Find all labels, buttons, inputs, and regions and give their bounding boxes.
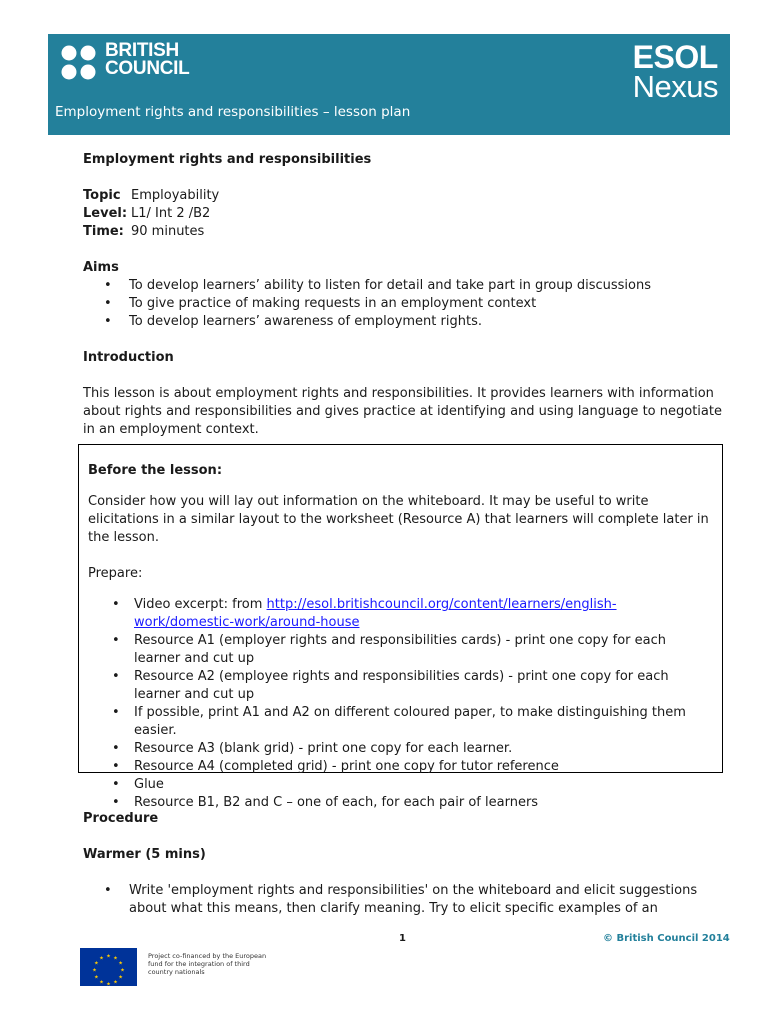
before-lesson-box xyxy=(78,444,723,810)
introduction-heading: Introduction xyxy=(83,350,174,365)
svg-text:★: ★ xyxy=(99,979,104,986)
svg-text:★: ★ xyxy=(118,974,123,981)
list-item: • Resource A1 (employer rights and responsibilities cards) - print one copy for each learner and cut up xyxy=(88,632,713,668)
list-item: • If possible, print A1 and A2 on different coloured paper, to make distinguishing them easier. xyxy=(88,704,713,740)
meta-value: 90 minutes xyxy=(131,224,205,239)
list-item: • To develop learners’ awareness of employment rights. xyxy=(83,313,733,331)
british-council-logo-icon xyxy=(60,44,100,82)
esol-nexus-logo xyxy=(632,39,718,104)
meta-value: Employability xyxy=(131,188,220,203)
eu-funding-note: Project co-financed by the European fund for the integration of third country nationals xyxy=(148,952,267,976)
svg-text:★: ★ xyxy=(113,955,118,962)
svg-text:★: ★ xyxy=(118,960,123,967)
svg-text:★: ★ xyxy=(92,967,97,974)
eu-flag-icon xyxy=(80,948,137,986)
meta-row xyxy=(83,205,733,223)
list-item: • Resource A3 (blank grid) - print one copy for each learner. xyxy=(88,740,713,758)
before-lesson-heading: Before the lesson: xyxy=(88,463,223,478)
warmer-heading: Warmer (5 mins) xyxy=(83,847,206,862)
aims-list xyxy=(83,277,733,331)
meta-row xyxy=(83,223,733,241)
list-item: • Glue xyxy=(88,776,713,794)
banner-title: Employment rights and responsibilities – lesson plan xyxy=(55,104,411,120)
meta-key: Level: xyxy=(83,206,128,221)
aims-heading: Aims xyxy=(83,260,119,275)
svg-text:★: ★ xyxy=(106,981,111,986)
header-banner xyxy=(48,34,730,135)
logo-line1: BRITISH xyxy=(105,40,179,61)
meta-value: L1/ Int 2 /B2 xyxy=(131,206,211,221)
video-link[interactable]: http://esol.britishcouncil.org/content/learners/english-work/domestic-work/around-house xyxy=(134,597,617,630)
document-title: Employment rights and responsibilities xyxy=(83,152,372,167)
document-body xyxy=(83,151,733,439)
svg-text:★: ★ xyxy=(99,955,104,962)
page-number: 1 xyxy=(399,933,406,944)
meta-row xyxy=(83,187,733,205)
svg-text:★: ★ xyxy=(94,960,99,967)
introduction-text: This lesson is about employment rights and responsibilities. It provides learners with information about rights and responsibilities and gives practice at identifying and using language to negotiate in an employment context. xyxy=(83,386,722,437)
procedure-heading: Procedure xyxy=(83,811,159,826)
svg-text:★: ★ xyxy=(120,967,125,974)
list-item: • Resource A2 (employee rights and responsibilities cards) - print one copy for each learner and cut up xyxy=(88,668,713,704)
copyright: © British Council 2014 xyxy=(603,933,730,944)
before-lesson-text: Consider how you will lay out information on the whiteboard. It may be useful to write elicitations in a similar layout to the worksheet (Resource A) that learners will complete later in the lesson. xyxy=(88,494,709,545)
list-item: • Resource B1, B2 and C – one of each, for each pair of learners xyxy=(88,794,713,812)
svg-text:★: ★ xyxy=(106,953,111,960)
procedure-section xyxy=(83,797,733,918)
list-item: • Write 'employment rights and responsibilities' on the whiteboard and elicit suggestions about what this means, then clarify meaning. Try to elicit specific examples of an xyxy=(83,882,733,918)
warmer-list xyxy=(83,882,733,918)
british-council-wordmark xyxy=(105,42,189,78)
prepare-list xyxy=(88,596,713,812)
list-item: • To develop learners’ ability to listen for detail and take part in group discussions xyxy=(83,277,733,295)
video-prefix: Video excerpt: from xyxy=(134,597,267,612)
list-item: • Resource A4 (completed grid) - print one copy for tutor reference xyxy=(88,758,713,776)
lesson-meta xyxy=(83,187,733,241)
brand-line1: ESOL xyxy=(632,39,718,75)
list-item: • To give practice of making requests in an employment context xyxy=(83,295,733,313)
meta-key: Topic xyxy=(83,188,121,203)
logo-line2: COUNCIL xyxy=(105,58,190,79)
brand-line2: Nexus xyxy=(632,69,718,104)
list-item xyxy=(88,596,713,632)
svg-text:★: ★ xyxy=(113,979,118,986)
prepare-label: Prepare: xyxy=(88,566,143,581)
meta-key: Time: xyxy=(83,224,124,239)
svg-text:★: ★ xyxy=(94,974,99,981)
